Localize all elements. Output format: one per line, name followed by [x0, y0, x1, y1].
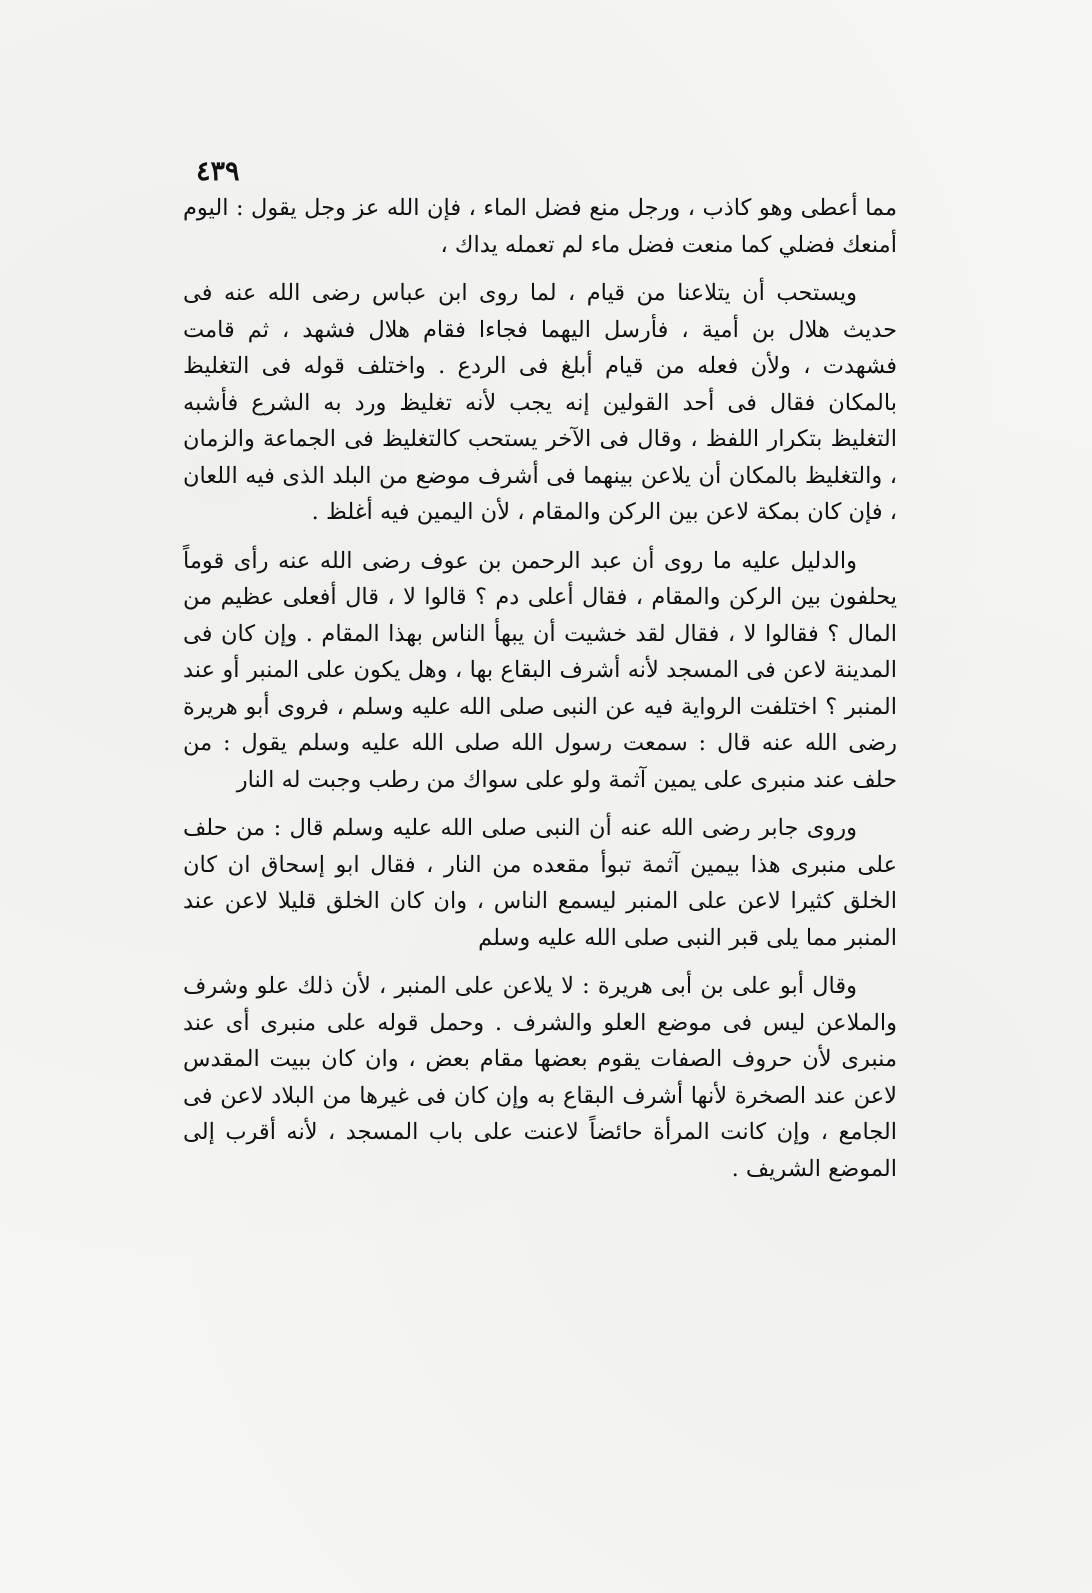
paragraph-4: وروى جابر رضى الله عنه أن النبى صلى الله عليه وسلم قال : من حلف على منبرى هذا بيمين آثمة تبوأ مقعده من النار ، فقال ابو إسحاق ان كان الخلق كثيرا لاعن على المنبر ليسمع الناس ، وان كان الخلق قليلا لاعن عند المنبر مما يلى قبر النبى صلى الله عليه وسلم [183, 815, 897, 951]
page-number: ٤٣٩ [196, 156, 240, 187]
paragraph-2: ويستحب أن يتلاعنا من قيام ، لما روى ابن عباس رضى الله عنه فى حديث هلال بن أمية ، فأرسل اليهما فجاءا فقام هلال فشهد ، ثم قامت فشهدت ، ولأن فعله من قيام أبلغ فى الردع . واختلف قوله فى التغليظ بالمكان فقال فى أحد القولين إنه يجب لأنه تغليظ ورد به الشرع فأشبه التغليظ بتكرار اللفظ ، وقال فى الآخر يستحب كالتغليظ فى الجماعة والزمان ، والتغليظ بالمكان أن يلاعن بينهما فى أشرف موضع من البلد الذى فيه اللعان ، فإن كان بمكة لاعن بين الركن والمقام ، لأن اليمين فيه أغلظ . [183, 280, 897, 525]
paragraph-5: وقال أبو على بن أبى هريرة : لا يلاعن على المنبر ، لأن ذلك علو وشرف والملاعن ليس فى موضع العلو والشرف . وحمل قوله على منبرى أى عند منبرى لأن حروف الصفات يقوم بعضها مقام بعض ، وان كان ببيت المقدس لاعن عند الصخرة لأنها أشرف البقاع به وإن كان فى غيرها من البلاد لاعن فى الجامع ، وإن كانت المرأة حائضاً لاعنت على باب المسجد ، لأنه أقرب إلى الموضع الشريف . [183, 973, 897, 1182]
body-text [183, 190, 897, 1187]
paragraph-1: مما أعطى وهو كاذب ، ورجل منع فضل الماء ، فإن الله عز وجل يقول : اليوم أمنعك فضلي كما منعت فضل ماء لم تعمله يداك ، [183, 195, 897, 258]
paragraph-3: والدليل عليه ما روى أن عبد الرحمن بن عوف رضى الله عنه رأى قوماً يحلفون بين الركن والمقام ، فقال أعلى دم ؟ قالوا لا ، قال أفعلى عظيم من المال ؟ فقالوا لا ، فقال لقد خشيت أن يبهأ الناس بهذا المقام . وإن كان فى المدينة لاعن فى المسجد لأنه أشرف البقاع بها ، وهل يكون على المنبر أو عند المنبر ؟ اختلفت الرواية فيه عن النبى صلى الله عليه وسلم ، فروى أبو هريرة رضى الله عنه قال : سمعت رسول الله صلى الله عليه وسلم يقول : من حلف عند منبرى على يمين آثمة ولو على سواك من رطب وجبت له النار [183, 547, 897, 793]
